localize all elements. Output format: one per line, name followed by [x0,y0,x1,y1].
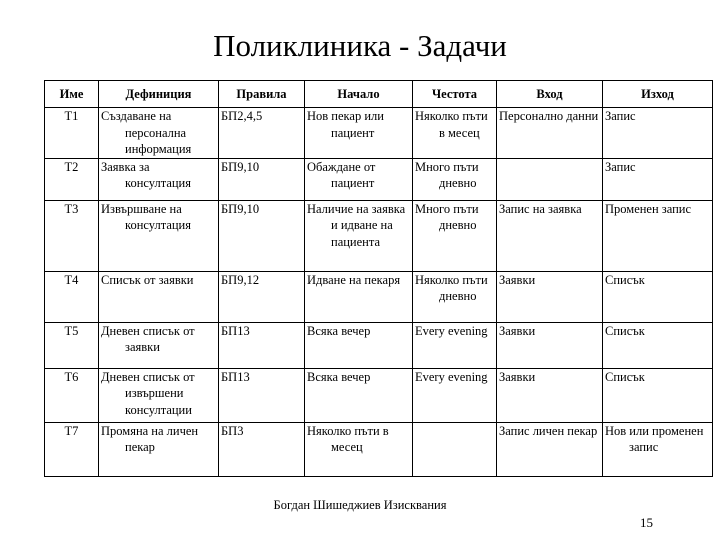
cell-frequency: Няколко пъти дневно [413,271,497,322]
tasks-table [44,80,713,477]
header-name: Име [45,81,99,108]
cell-frequency: Много пъти дневно [413,200,497,271]
cell-start: Обаждане от пациент [305,158,413,200]
cell-id: T1 [45,108,99,159]
cell-rules: БП9,12 [219,271,305,322]
cell-id: T4 [45,271,99,322]
cell-start: Всяка вечер [305,368,413,422]
cell-id: T5 [45,322,99,368]
cell-rules: БП9,10 [219,200,305,271]
cell-definition: Списък от заявки [99,271,219,322]
table-row [45,271,713,322]
table-row [45,200,713,271]
header-input: Вход [497,81,603,108]
cell-rules: БП9,10 [219,158,305,200]
cell-output: Списък [603,368,713,422]
header-definition: Дефиниция [99,81,219,108]
cell-input [497,158,603,200]
header-output: Изход [603,81,713,108]
cell-output: Нов или променен запис [603,422,713,476]
cell-frequency [413,422,497,476]
cell-input: Запис на заявка [497,200,603,271]
cell-rules: БП13 [219,322,305,368]
page-title: Поликлиника - Задачи [213,28,507,63]
cell-start: Няколко пъти в месец [305,422,413,476]
cell-frequency: Every evening [413,322,497,368]
cell-input: Заявки [497,271,603,322]
cell-output: Запис [603,158,713,200]
cell-definition: Промяна на личен пекар [99,422,219,476]
cell-output: Списък [603,322,713,368]
cell-input: Заявки [497,322,603,368]
cell-id: T3 [45,200,99,271]
page-number: 15 [640,515,653,530]
cell-output: Променен запис [603,200,713,271]
table-row [45,422,713,476]
cell-start: Нов пекар или пациент [305,108,413,159]
cell-start: Наличие на заявка и идване на пациента [305,200,413,271]
table-row [45,368,713,422]
cell-start: Всяка вечер [305,322,413,368]
table-row [45,158,713,200]
header-start: Начало [305,81,413,108]
cell-id: T6 [45,368,99,422]
cell-definition: Извършване на консултация [99,200,219,271]
cell-output: Списък [603,271,713,322]
cell-definition: Заявка за консултация [99,158,219,200]
cell-definition: Дневен списък от заявки [99,322,219,368]
cell-id: T2 [45,158,99,200]
cell-frequency: Every evening [413,368,497,422]
cell-start: Идване на пекаря [305,271,413,322]
cell-output: Запис [603,108,713,159]
table-header-row [45,81,713,108]
cell-input: Запис личен пекар [497,422,603,476]
cell-frequency: Няколко пъти в месец [413,108,497,159]
cell-definition: Дневен списък от извършени консултации [99,368,219,422]
cell-input: Заявки [497,368,603,422]
header-frequency: Честота [413,81,497,108]
cell-frequency: Много пъти дневно [413,158,497,200]
cell-id: T7 [45,422,99,476]
cell-rules: БП13 [219,368,305,422]
cell-rules: БП2,4,5 [219,108,305,159]
cell-rules: БП3 [219,422,305,476]
table-row [45,322,713,368]
cell-input: Персонално данни [497,108,603,159]
table-row [45,108,713,159]
header-rules: Правила [219,81,305,108]
cell-definition: Създаване на персонална информация [99,108,219,159]
footer-author: Богдан Шишеджиев Изисквания [273,498,447,512]
